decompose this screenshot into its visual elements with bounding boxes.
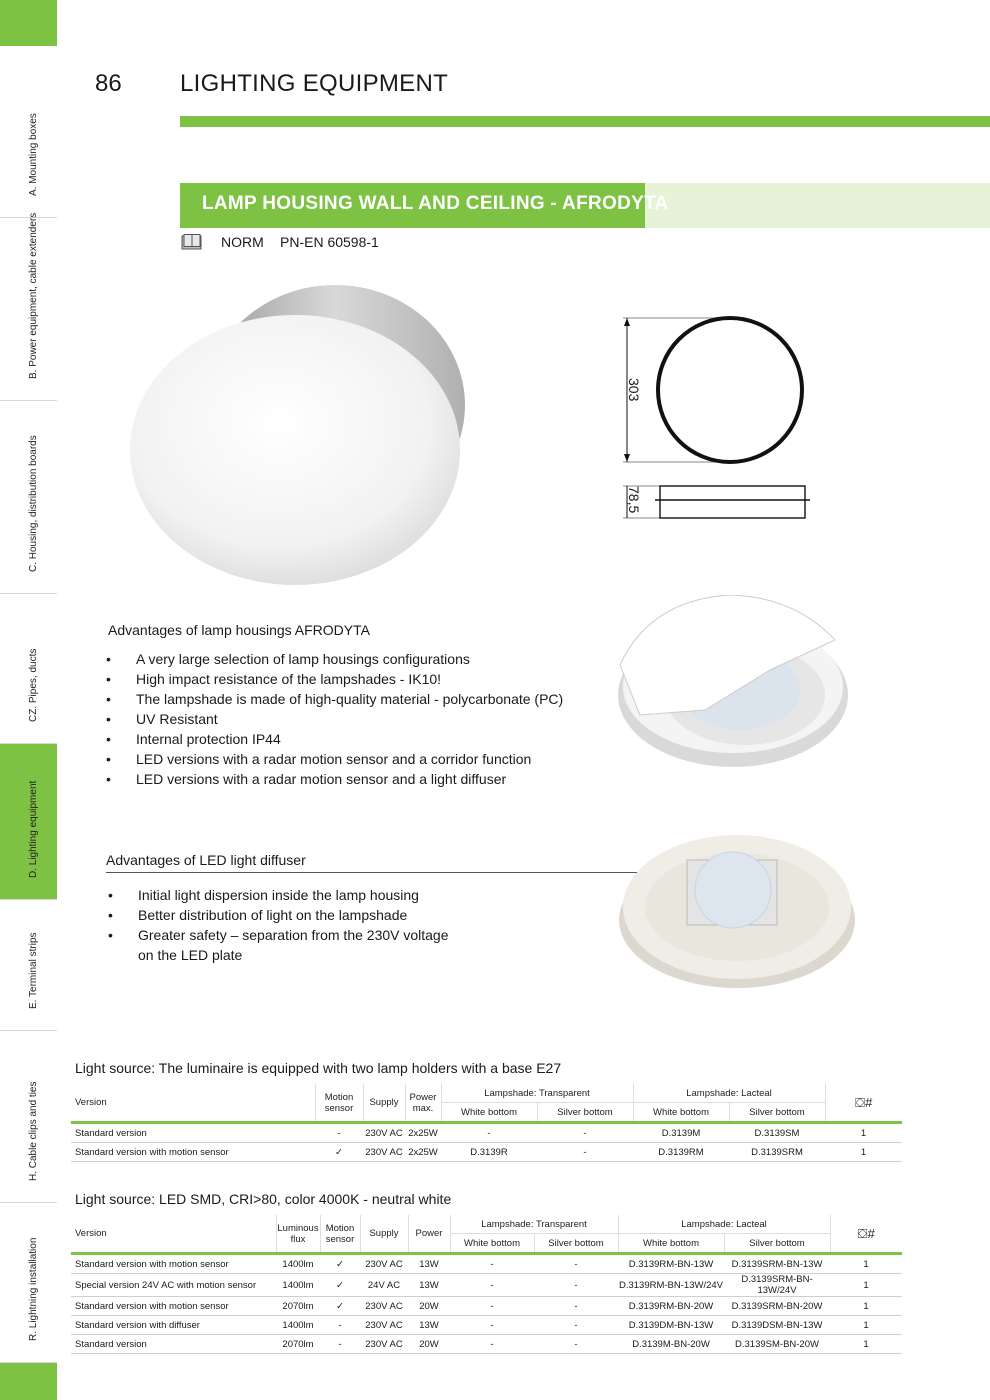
sidebar-tab-housing[interactable] [0,401,57,594]
table-cell: - [537,1124,633,1143]
table-cell: 1 [830,1255,902,1274]
col-header-supply: Supply [363,1084,405,1121]
advantages-title: Advantages of lamp housings AFRODYTA [108,622,370,638]
col-header-power: Power [408,1215,450,1252]
table-cell: 230V AC [363,1124,405,1143]
sidebar-tab-label: H. Cable clips and ties [28,1081,39,1181]
table-cell: 1400lm [276,1274,320,1297]
table1 [71,1084,902,1162]
col-header-flux: Luminous flux [276,1215,320,1252]
table-row [71,1255,902,1274]
table-row [71,1316,902,1335]
table-cell: D.3139SM-BN-20W [724,1335,830,1354]
table-cell: D.3139R [441,1143,537,1162]
table-cell: D.3139M [633,1124,729,1143]
table-row [71,1335,902,1354]
sidebar-tab-label: B. Power equipment, cable extenders [28,212,39,379]
col-header-motion: Motion sensor [320,1215,360,1252]
table-cell: 1400lm [276,1316,320,1335]
table-cell: - [537,1143,633,1162]
list-item: • High impact resistance of the lampshades - IK10! [106,669,606,689]
table-cell: 230V AC [360,1316,408,1335]
list-item: • The lampshade is made of high-quality material - polycarbonate (PC) [106,689,606,709]
col-header-white-bottom: White bottom [450,1234,534,1253]
col-header-transparent: Lampshade: Transparent [450,1215,618,1234]
table-cell: - [441,1124,537,1143]
col-header-silver-bottom: Silver bottom [537,1103,633,1122]
sidebar-tab-cable-clips[interactable] [0,1031,57,1203]
table-cell: D.3139SRM [729,1143,825,1162]
table-cell: 230V AC [360,1335,408,1354]
list-item: • Initial light dispersion inside the lamp housing [108,885,528,905]
col-header-silver-bottom: Silver bottom [534,1234,618,1253]
table-cell: D.3139RM-BN-13W/24V [618,1274,724,1297]
package-icon: ⛋ [855,1094,866,1110]
cell-version: Special version 24V AC with motion sensor [71,1274,276,1297]
table-cell: - [450,1255,534,1274]
sidebar-tab-label: CZ. Pipes, ducts [28,648,39,722]
section-title: LAMP HOUSING WALL AND CEILING - AFRODYTA [202,193,669,214]
sidebar-tab-mounting-boxes[interactable] [0,46,57,218]
list-item: • Better distribution of light on the lampshade [108,905,528,925]
page-number: 86 [95,70,122,97]
col-header-pack: ⛋# [830,1215,902,1252]
page-title: LIGHTING EQUIPMENT [180,70,449,97]
table-cell: D.3139SRM-BN-20W [724,1297,830,1316]
table-cell: 1 [830,1335,902,1354]
table-cell: 1 [830,1316,902,1335]
table-cell: 2x25W [405,1124,441,1143]
table-cell: 2070lm [276,1335,320,1354]
table-cell: D.3139DM-BN-13W [618,1316,724,1335]
sidebar-tab-label: C. Housing, distribution boards [28,435,39,572]
col-header-pack: ⛋# [825,1084,902,1121]
sidebar-bottom-accent [0,1363,57,1400]
sidebar-tab-label: R. Lightning installation [28,1237,39,1341]
table-cell: D.3139RM-BN-20W [618,1297,724,1316]
table-cell: - [315,1124,363,1143]
table1-heading: Light source: The luminaire is equipped with two lamp holders with a base E27 [75,1060,562,1076]
product-photo-lamp [125,275,475,590]
table-row [71,1274,902,1297]
table-cell: 1 [825,1124,902,1143]
table-cell: - [450,1274,534,1297]
sidebar-tab-lighting[interactable] [0,744,57,900]
table-cell: 1 [830,1297,902,1316]
table-cell: 13W [408,1255,450,1274]
norm-value: PN-EN 60598-1 [280,234,379,250]
table-cell: 1 [825,1143,902,1162]
cell-version: Standard version with motion sensor [71,1297,276,1316]
table-row [71,1143,902,1162]
table-cell: 2x25W [405,1143,441,1162]
sidebar [0,0,57,1400]
table-cell: 230V AC [360,1255,408,1274]
table-cell: ✓ [320,1274,360,1297]
dimension-diameter: 303 [626,378,642,402]
sidebar-tab-label: E. Terminal strips [28,932,39,1009]
table-cell: D.3139RM-BN-13W [618,1255,724,1274]
table-cell: - [534,1274,618,1297]
table-row [71,1297,902,1316]
list-item: • LED versions with a radar motion sensor and a light diffuser [106,769,606,789]
cell-version: Standard version with motion sensor [71,1255,276,1274]
product-photo-diffuser [615,815,860,990]
sidebar-tab-label: A. Mounting boxes [28,113,39,196]
dimension-diameter-box [626,378,642,406]
cell-version: Standard version with motion sensor [71,1143,315,1162]
sidebar-tab-lightning[interactable] [0,1203,57,1363]
col-header-lacteal: Lampshade: Lacteal [633,1084,825,1103]
col-header-supply: Supply [360,1215,408,1252]
list-item: • A very large selection of lamp housings configurations [106,649,606,669]
col-header-transparent: Lampshade: Transparent [441,1084,633,1103]
col-header-white-bottom: White bottom [618,1234,724,1253]
table-cell: - [450,1335,534,1354]
table-cell: D.3139M-BN-20W [618,1335,724,1354]
dimension-height-box [626,486,642,520]
table-cell: 2070lm [276,1297,320,1316]
list-item: • LED versions with a radar motion sensor and a corridor function [106,749,606,769]
sidebar-tab-power-equipment[interactable] [0,212,57,401]
table1-body [71,1124,902,1162]
table-cell: ✓ [315,1143,363,1162]
product-photo-open-lamp [610,595,850,775]
sidebar-top-accent [0,0,57,46]
package-icon: ⛋ [857,1225,868,1241]
table-cell: - [450,1297,534,1316]
table-cell: 230V AC [360,1297,408,1316]
col-header-silver-bottom: Silver bottom [724,1234,830,1253]
table2 [71,1215,902,1354]
table-cell: 230V AC [363,1143,405,1162]
table-cell: - [320,1335,360,1354]
table-cell: - [534,1316,618,1335]
list-item: • Internal protection IP44 [106,729,606,749]
col-header-lacteal: Lampshade: Lacteal [618,1215,830,1234]
table-cell: D.3139DSM-BN-13W [724,1316,830,1335]
table2-body [71,1255,902,1354]
cell-version: Standard version with diffuser [71,1316,276,1335]
sidebar-tab-label: D. Lighting equipment [28,780,39,878]
table-cell: 1 [830,1274,902,1297]
advantages-list [106,649,606,789]
table-cell: D.3139SRM-BN-13W [724,1255,830,1274]
table-cell: D.3139SRM-BN-13W/24V [724,1274,830,1297]
table-cell: 20W [408,1297,450,1316]
dimension-height: 78,5 [626,486,642,514]
table-cell: D.3139RM [633,1143,729,1162]
col-header-silver-bottom: Silver bottom [729,1103,825,1122]
table-cell: - [534,1255,618,1274]
table-cell: - [320,1316,360,1335]
table-cell: D.3139SM [729,1124,825,1143]
sidebar-tab-pipes[interactable] [0,594,57,744]
col-header-power: Power max. [405,1084,441,1121]
diffuser-list [108,885,528,965]
cell-version: Standard version [71,1124,315,1143]
table-cell: ✓ [320,1297,360,1316]
technical-drawing [615,300,815,530]
cell-version: Standard version [71,1335,276,1354]
header-bar [180,116,990,127]
table-cell: 13W [408,1274,450,1297]
col-header-version: Version [75,1228,107,1239]
table-cell: 13W [408,1316,450,1335]
list-item: • Greater safety – separation from the 230V voltage [108,925,528,945]
table-cell: - [534,1335,618,1354]
list-item: • UV Resistant [106,709,606,729]
sidebar-tab-terminal-strips[interactable] [0,900,57,1031]
col-header-white-bottom: White bottom [441,1103,537,1122]
table-cell: - [534,1297,618,1316]
table-row [71,1124,902,1143]
table-cell: ✓ [320,1255,360,1274]
table-cell: 24V AC [360,1274,408,1297]
col-header-white-bottom: White bottom [633,1103,729,1122]
table-cell: 1400lm [276,1255,320,1274]
table-cell: 20W [408,1335,450,1354]
norm-book-icon [181,234,203,255]
table-cell: - [450,1316,534,1335]
section-band-extension [645,183,990,228]
diffuser-title: Advantages of LED light diffuser [106,852,306,868]
table2-heading: Light source: LED SMD, CRI>80, color 4000K - neutral white [75,1191,452,1207]
norm-label: NORM [221,234,264,250]
col-header-version: Version [75,1097,107,1108]
col-header-motion: Motion sensor [315,1084,363,1121]
list-item-continuation: on the LED plate [138,947,243,963]
